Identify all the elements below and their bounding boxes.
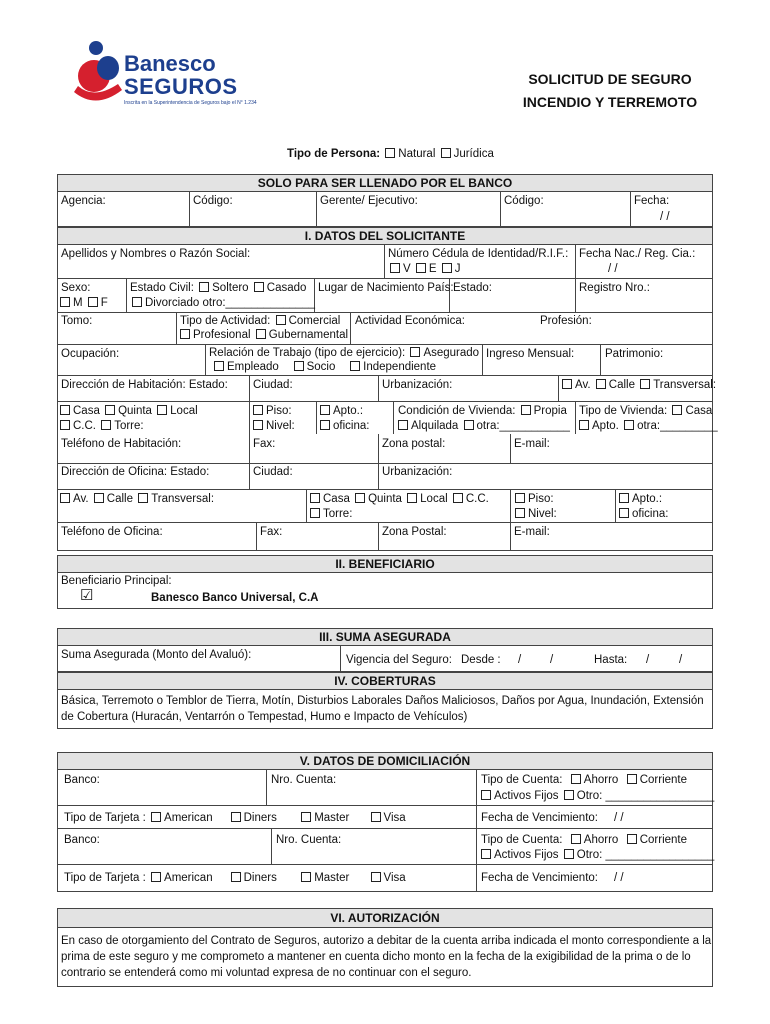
visa-label-2: Visa: [383, 872, 406, 884]
tipo-cuenta-label-1: Tipo de Cuenta:: [481, 774, 563, 786]
desde-label: Desde :: [461, 654, 501, 666]
form-title-line2: INCENDIO Y TERREMOTO: [522, 94, 698, 110]
ciudad-field[interactable]: Ciudad:: [253, 379, 293, 391]
profesional-checkbox[interactable]: [180, 329, 190, 339]
logo-tagline: Inscrita en la Superintendencia de Seguros bajo el N° 1.234: [124, 100, 257, 106]
fecha-field[interactable]: Fecha:: [634, 195, 670, 207]
av2-checkbox[interactable]: [60, 493, 70, 503]
fecha-nac-slashes: / /: [608, 263, 618, 275]
relacion-row: [209, 346, 479, 360]
dir-ofi-field[interactable]: Dirección de Oficina: Estado:: [61, 466, 210, 478]
section-3-header: III. SUMA ASEGURADA: [57, 628, 713, 646]
calle2-checkbox[interactable]: [94, 493, 104, 503]
via-type-row: [560, 378, 716, 392]
corriente-label-2: Corriente: [639, 834, 688, 846]
casa-checkbox[interactable]: [60, 405, 70, 415]
tipo-cuenta-label-2: Tipo de Cuenta:: [481, 834, 563, 846]
sexo-f-label: F: [100, 297, 108, 309]
sexo-options: [58, 296, 108, 310]
empleado-label: Empleado: [227, 361, 279, 373]
hasta-label: Hasta:: [594, 654, 628, 666]
coberturas-text: Básica, Terremoto o Temblor de Tierra, Motín, Disturbios Laborales Daños Maliciosos, Daños por Agua, Inundación, Extensión de Cobertura (Huracán, Ventarrón o Tempestad, Humo e Impacto de Vehículos): [61, 695, 704, 723]
oficina3-row: [617, 507, 668, 521]
natural-label: Natural: [398, 148, 436, 160]
beneficiario-value: Banesco Banco Universal, C.A: [151, 592, 319, 604]
casa2-checkbox[interactable]: [672, 405, 682, 415]
tipo-actividad-label: Tipo de Actividad:: [180, 315, 271, 327]
autorizacion-text: En caso de otorgamiento del Contrato de Seguros, autorizo a debitar de la cuenta arriba indicada el monto correspondiente a la prima de este seguro y me comprometo a mantener en cuenta dicho monto en la fecha de la exigibilidad de la prima o de lo contrario se entenderá como mi voluntad expresa de no continuar con el seguro.: [61, 935, 712, 979]
zona-postal2-field[interactable]: Zona Postal:: [382, 526, 447, 538]
apto2-label: Apto.: [592, 420, 619, 432]
apto-checkbox[interactable]: [320, 405, 330, 415]
casa-label: Casa: [73, 405, 100, 417]
nivel3-label: Nivel:: [528, 508, 557, 520]
juridica-checkbox[interactable]: [441, 148, 451, 158]
propia-checkbox[interactable]: [521, 405, 531, 415]
ahorro-label-1: Ahorro: [583, 774, 619, 786]
apto3-row: [617, 492, 662, 506]
nivel-label: Nivel:: [266, 420, 295, 432]
lugar-nac-field[interactable]: Lugar de Nacimiento País:: [318, 282, 454, 294]
cedula-field[interactable]: Número Cédula de Identidad/R.I.F.:: [388, 248, 569, 260]
registro-field[interactable]: Registro Nro.:: [579, 282, 650, 294]
socio-label: Socio: [306, 361, 336, 373]
sexo-m-checkbox[interactable]: [60, 297, 70, 307]
logo-seguros: SEGUROS: [124, 74, 238, 99]
casa3-label: Casa: [323, 493, 350, 505]
condicion-row2: [396, 419, 570, 433]
comercial-label: Comercial: [288, 315, 341, 327]
soltero-checkbox[interactable]: [199, 282, 209, 292]
fax-field[interactable]: Fax:: [253, 438, 276, 450]
section-4-header: IV. COBERTURAS: [57, 672, 713, 690]
activos-row-1: [479, 789, 714, 803]
tipo-persona-label: Tipo de Persona:: [287, 148, 381, 160]
nivel-row: [251, 419, 295, 433]
activos-label-2: Activos Fijos: [494, 849, 559, 861]
cedula-type-row: [388, 262, 461, 276]
american-checkbox-1[interactable]: [151, 812, 161, 822]
transversal2-label: Transversal:: [151, 493, 215, 505]
diners-label-1: Diners: [243, 812, 277, 824]
tipo-cuenta-row-2: [481, 833, 687, 847]
inmueble-row2: [58, 419, 144, 433]
torre-label: Torre:: [114, 420, 144, 432]
condicion-label: Condición de Vivienda:: [398, 405, 516, 417]
alquilada-checkbox[interactable]: [398, 420, 408, 430]
apto-label: Apto.:: [333, 405, 364, 417]
otra2-checkbox[interactable]: [624, 420, 634, 430]
beneficiario-label: Beneficiario Principal:: [61, 575, 172, 587]
ahorro-checkbox-2[interactable]: [571, 834, 581, 844]
email2-field[interactable]: E-mail:: [514, 526, 550, 538]
quinta3-checkbox[interactable]: [355, 493, 365, 503]
urbanizacion-field[interactable]: Urbanización:: [382, 379, 453, 391]
via-type-row2: [58, 492, 214, 506]
corriente-checkbox-1[interactable]: [627, 774, 637, 784]
estado-field[interactable]: Estado:: [453, 282, 492, 294]
apellidos-field[interactable]: Apellidos y Nombres o Razón Social:: [61, 248, 251, 260]
logo-brand: Banesco: [124, 51, 216, 76]
activos-checkbox-2[interactable]: [481, 849, 491, 859]
tomo-field[interactable]: Tomo:: [61, 315, 93, 327]
gubernamental-label: Gubernamental: [268, 329, 349, 341]
nivel3-checkbox[interactable]: [515, 508, 525, 518]
tipo-actividad-row: [180, 314, 340, 328]
condicion-row: [398, 404, 567, 418]
piso3-checkbox[interactable]: [515, 493, 525, 503]
asegurado-checkbox[interactable]: [410, 347, 420, 357]
tarjeta-row-1: [64, 811, 406, 825]
casa2-label: Casa: [685, 405, 713, 417]
codigo-field-2[interactable]: Código:: [504, 195, 544, 207]
hasta-slash1: /: [646, 654, 650, 666]
quinta-label: Quinta: [118, 405, 152, 417]
cedula-e-label: E: [428, 263, 437, 275]
torre3-label: Torre:: [323, 508, 353, 520]
otro-checkbox-1[interactable]: [564, 790, 574, 800]
piso-label: Piso:: [266, 405, 292, 417]
ahorro-checkbox-1[interactable]: [571, 774, 581, 784]
apto3-checkbox[interactable]: [619, 493, 629, 503]
inmueble-row1: [58, 404, 198, 418]
ciudad2-field[interactable]: Ciudad:: [253, 466, 293, 478]
visa-label-1: Visa: [383, 812, 406, 824]
divorciado-label: Divorciado otro:______________: [145, 297, 316, 309]
tipo-cuenta-row-1: [481, 773, 687, 787]
cedula-v-label: V: [403, 263, 411, 275]
desde-slash1: /: [518, 654, 522, 666]
corriente-label-1: Corriente: [639, 774, 688, 786]
american-label-2: American: [164, 872, 213, 884]
natural-checkbox[interactable]: [385, 148, 395, 158]
fecha-venc-slashes-2: / /: [614, 872, 624, 884]
master-checkbox-1[interactable]: [301, 812, 311, 822]
fecha-slashes: / /: [660, 211, 670, 223]
master-label-1: Master: [314, 812, 350, 824]
torre-checkbox[interactable]: [101, 420, 111, 430]
ingreso-field[interactable]: Ingreso Mensual:: [486, 348, 575, 360]
visa-checkbox-2[interactable]: [371, 872, 381, 882]
sexo-label: Sexo:: [61, 282, 91, 294]
activos-checkbox-1[interactable]: [481, 790, 491, 800]
quinta3-label: Quinta: [368, 493, 402, 505]
alquilada-label: Alquilada: [411, 420, 459, 432]
banco-field-2[interactable]: Banco:: [64, 834, 100, 846]
soltero-label: Soltero: [212, 282, 249, 294]
empleado-checkbox[interactable]: [214, 361, 224, 371]
transversal-label: Transversal:: [653, 379, 717, 391]
gerente-field[interactable]: Gerente/ Ejecutivo:: [320, 195, 418, 207]
gubernamental-checkbox[interactable]: [256, 329, 266, 339]
agencia-field[interactable]: Agencia:: [61, 195, 106, 207]
form-title-line1: SOLICITUD DE SEGURO: [528, 71, 692, 87]
casado-label: Casado: [266, 282, 307, 294]
casa3-checkbox[interactable]: [310, 493, 320, 503]
av-checkbox[interactable]: [562, 379, 572, 389]
email-field[interactable]: E-mail:: [514, 438, 550, 450]
suma-field[interactable]: Suma Asegurada (Monto del Avaluó):: [61, 649, 252, 661]
fecha-venc-slashes-1: / /: [614, 812, 624, 824]
profesion-field[interactable]: Profesión:: [540, 315, 592, 327]
cc-checkbox[interactable]: [60, 420, 70, 430]
nivel-checkbox[interactable]: [253, 420, 263, 430]
tarjeta-row-2: [64, 871, 406, 885]
dir-hab-field[interactable]: Dirección de Habitación: Estado:: [61, 379, 228, 391]
transversal2-checkbox[interactable]: [138, 493, 148, 503]
cc3-label: C.C.: [465, 493, 489, 505]
otra2-label: otra:_________: [637, 420, 718, 432]
urbanizacion2-field[interactable]: Urbanización:: [382, 466, 453, 478]
zona-postal-field[interactable]: Zona postal:: [382, 438, 446, 450]
piso3-label: Piso:: [528, 493, 554, 505]
tipo-actividad-row2: [178, 328, 348, 342]
comercial-checkbox[interactable]: [276, 315, 286, 325]
sexo-f-checkbox[interactable]: [88, 297, 98, 307]
independiente-label: Independiente: [363, 361, 437, 373]
oficina3-label: oficina:: [632, 508, 669, 520]
beneficiario-checkbox[interactable]: ☑: [80, 587, 94, 604]
apto2-checkbox[interactable]: [579, 420, 589, 430]
american-checkbox-2[interactable]: [151, 872, 161, 882]
local3-label: Local: [420, 493, 448, 505]
otro-checkbox-2[interactable]: [564, 849, 574, 859]
tipo-vivienda-row: [579, 404, 712, 418]
oficina-label: oficina:: [333, 420, 370, 432]
fecha-venc-1[interactable]: Fecha de Vencimiento:: [481, 812, 598, 824]
fecha-venc-2[interactable]: Fecha de Vencimiento:: [481, 872, 598, 884]
oficina3-checkbox[interactable]: [619, 508, 629, 518]
diners-checkbox-1[interactable]: [231, 812, 241, 822]
activos-row-2: [479, 848, 714, 862]
estado-civil-label: Estado Civil:: [130, 282, 194, 294]
oficina-checkbox[interactable]: [320, 420, 330, 430]
divorciado-row: [130, 296, 315, 310]
inmueble-ofi-row1: [308, 492, 489, 506]
section-1-header: I. DATOS DEL SOLICITANTE: [57, 227, 713, 245]
cc-label: C.C.: [73, 420, 96, 432]
piso-checkbox[interactable]: [253, 405, 263, 415]
nro-cuenta-field-1[interactable]: Nro. Cuenta:: [271, 774, 337, 786]
section-5-header: V. DATOS DE DOMICILIACIÓN: [57, 752, 713, 770]
hasta-slash2: /: [679, 654, 683, 666]
divorciado-checkbox[interactable]: [132, 297, 142, 307]
vigencia-label: Vigencia del Seguro:: [346, 654, 452, 666]
tel-ofi-field[interactable]: Teléfono de Oficina:: [61, 526, 163, 538]
fax2-field[interactable]: Fax:: [260, 526, 283, 538]
tipo-persona-row: [287, 147, 494, 161]
cc3-checkbox[interactable]: [453, 493, 463, 503]
banco-section-header: SOLO PARA SER LLENADO POR EL BANCO: [57, 174, 713, 192]
av-label: Av.: [575, 379, 591, 391]
tipo-vivienda-label: Tipo de Vivienda:: [579, 405, 668, 417]
inmueble-ofi-row2: [308, 507, 352, 521]
nivel3-row: [513, 507, 557, 521]
otro-label-2: Otro: _________________: [576, 849, 715, 861]
apto-row: [318, 404, 363, 418]
propia-label: Propia: [533, 405, 567, 417]
master-label-2: Master: [314, 872, 350, 884]
torre3-checkbox[interactable]: [310, 508, 320, 518]
american-label-1: American: [164, 812, 213, 824]
otra-label: otra:___________: [476, 420, 570, 432]
asegurado-label: Asegurado: [423, 347, 480, 359]
calle-checkbox[interactable]: [596, 379, 606, 389]
av2-label: Av.: [73, 493, 89, 505]
activos-label-1: Activos Fijos: [494, 790, 559, 802]
sexo-m-label: M: [73, 297, 83, 309]
actividad-economica-field[interactable]: Actividad Económica:: [355, 315, 465, 327]
relacion-label: Relación de Trabajo (tipo de ejercicio):: [209, 347, 406, 359]
cedula-j-label: J: [454, 263, 461, 275]
cedula-j-checkbox[interactable]: [442, 263, 452, 273]
otro-label-1: Otro: _________________: [576, 790, 715, 802]
estado-civil-row: [130, 281, 306, 295]
oficina-row: [318, 419, 369, 433]
tipo-tarjeta-label-1: Tipo de Tarjeta :: [64, 812, 146, 824]
ocupacion-field[interactable]: Ocupación:: [61, 348, 120, 360]
local-label: Local: [170, 405, 198, 417]
fecha-nac-field[interactable]: Fecha Nac./ Reg. Cia.:: [579, 248, 696, 260]
tipo-tarjeta-label-2: Tipo de Tarjeta :: [64, 872, 146, 884]
apto3-label: Apto.:: [632, 493, 663, 505]
patrimonio-field[interactable]: Patrimonio:: [605, 348, 664, 360]
tel-hab-field[interactable]: Teléfono de Habitación:: [61, 438, 182, 450]
section-6-header: VI. AUTORIZACIÓN: [57, 908, 713, 928]
diners-checkbox-2[interactable]: [231, 872, 241, 882]
diners-label-2: Diners: [243, 872, 277, 884]
corriente-checkbox-2[interactable]: [627, 834, 637, 844]
relacion-row2: [212, 360, 436, 374]
section-2-header: II. BENEFICIARIO: [57, 555, 713, 573]
visa-checkbox-1[interactable]: [371, 812, 381, 822]
calle-label: Calle: [608, 379, 635, 391]
codigo-field-1[interactable]: Código:: [193, 195, 233, 207]
master-checkbox-2[interactable]: [301, 872, 311, 882]
juridica-label: Jurídica: [453, 148, 494, 160]
quinta-checkbox[interactable]: [105, 405, 115, 415]
cedula-v-checkbox[interactable]: [390, 263, 400, 273]
banco-field-1[interactable]: Banco:: [64, 774, 100, 786]
socio-checkbox[interactable]: [294, 361, 304, 371]
calle2-label: Calle: [106, 493, 133, 505]
local3-checkbox[interactable]: [407, 493, 417, 503]
local-checkbox[interactable]: [157, 405, 167, 415]
piso3-row: [513, 492, 554, 506]
transversal-checkbox[interactable]: [640, 379, 650, 389]
logo-figure-icon: [72, 40, 132, 102]
independiente-checkbox[interactable]: [350, 361, 360, 371]
cedula-e-checkbox[interactable]: [416, 263, 426, 273]
tipo-vivienda-row2: [577, 419, 718, 433]
ahorro-label-2: Ahorro: [583, 834, 619, 846]
casado-checkbox[interactable]: [254, 282, 264, 292]
nro-cuenta-field-2[interactable]: Nro. Cuenta:: [276, 834, 342, 846]
piso-row: [251, 404, 292, 418]
desde-slash2: /: [550, 654, 554, 666]
otra-checkbox[interactable]: [464, 420, 474, 430]
profesional-label: Profesional: [193, 329, 251, 341]
